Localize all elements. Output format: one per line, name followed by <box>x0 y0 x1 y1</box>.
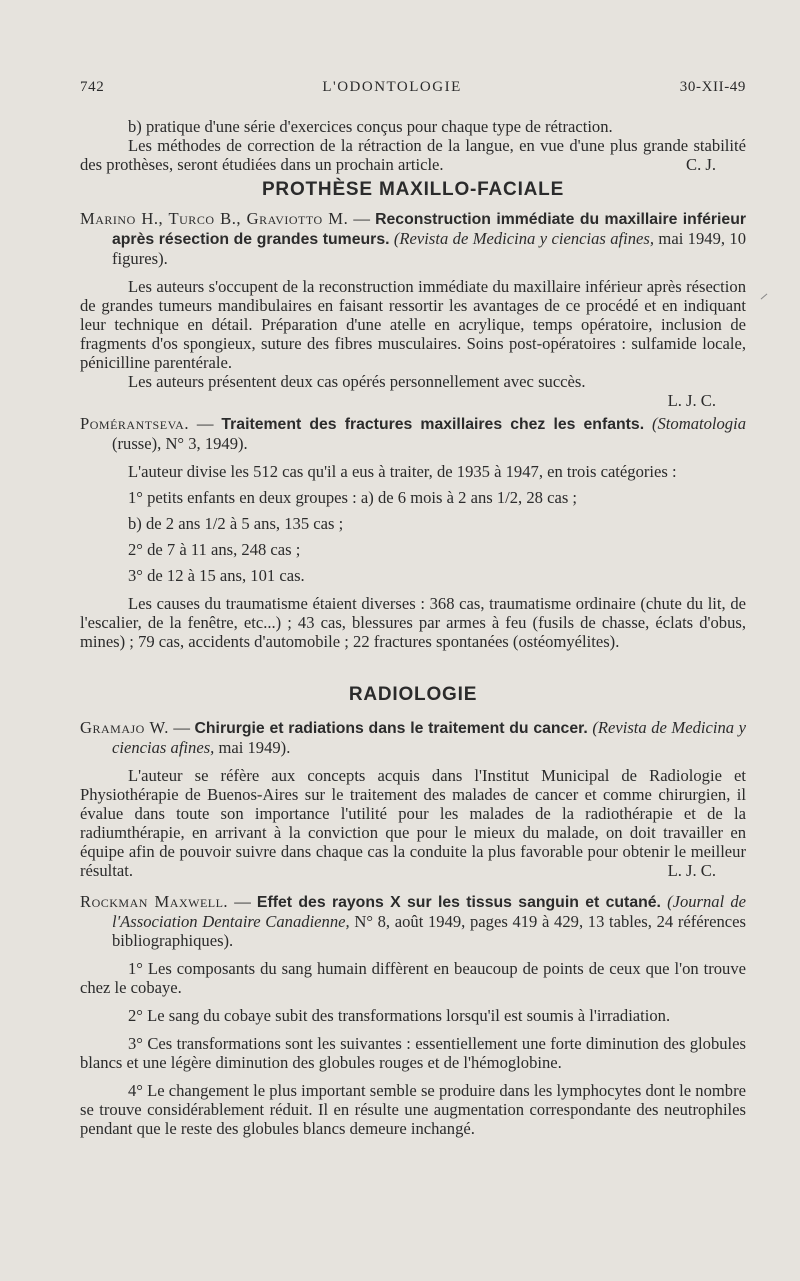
abstract-paragraph: Les causes du traumatisme étaient diverses : 368 cas, traumatisme ordinaire (chute du lit, de l'escalier, de la fenêtre, etc...) ; 43 cas, blessures par armes à feu (fusils de chasse, éclats d'obus, mines) ; 79 cas, accidents d'automobile ; 22 fractures spontanées (ostéomyélites). <box>80 594 746 651</box>
reference-title: Reconstruction immédiate du maxillaire inférieur après résection de grandes tumeurs. <box>112 211 746 248</box>
intro-paragraph <box>80 136 746 174</box>
reference-source: (Revista de Medicina y ciencias afines, <box>393 229 655 248</box>
margin-mark <box>761 294 768 300</box>
reference-details: mai 1949, 10 figures). <box>112 229 746 268</box>
abstract-paragraph: Les auteurs présentent deux cas opérés personnellement avec succès. <box>128 372 586 391</box>
reference-authors: Gramajo W. <box>80 718 169 737</box>
numbered-point: 2° Le sang du cobaye subit des transformations lorsqu'il est soumis à l'irradiation. <box>128 1006 671 1025</box>
list-item: 1° petits enfants en deux groupes : a) de 6 mois à 2 ans 1/2, 28 cas ; <box>128 488 578 507</box>
section-heading-radiologie: RADIOLOGIE <box>348 684 478 705</box>
running-header <box>80 78 746 97</box>
reference-authors: Rockman Maxwell. <box>80 892 229 911</box>
intro-text: Les méthodes de correction de la rétraction de la langue, en vue d'une plus grande stabilité des prothèses, seront étudiées dans un prochain article. <box>80 136 746 174</box>
reference-title: Traitement des fractures maxillaires chez les enfants. <box>221 416 645 433</box>
reference-details: (russe), N° 3, 1949). <box>112 434 248 453</box>
reference-title: Chirurgie et radiations dans le traitement du cancer. <box>194 720 588 737</box>
reference-dash: — <box>228 892 257 911</box>
reference-authors: Marino H., Turco B., Graviotto M. <box>80 209 349 228</box>
reference-entry <box>80 414 746 453</box>
abstract-signature: L. J. C. <box>667 861 716 880</box>
numbered-point: 4° Le changement le plus important semble se produire dans les lymphocytes dont le nombre se trouve considérablement réduit. Il en résulte une augmentation correspondante des neutrophiles pendant que le reste des globules blancs demeure inchangé. <box>80 1081 746 1138</box>
list-item: 3° de 12 à 15 ans, 101 cas. <box>128 566 305 585</box>
intro-item-b: b) pratique d'une série d'exercices conçus pour chaque type de rétraction. <box>128 117 613 136</box>
reference-authors: Pomérantseva. <box>80 414 189 433</box>
numbered-point: 1° Les composants du sang humain diffèrent en beaucoup de points de ceux que l'on trouve chez le cobaye. <box>80 959 746 997</box>
abstract-paragraph <box>80 766 746 880</box>
reference-dash: — <box>168 718 195 737</box>
list-item: b) de 2 ans 1/2 à 5 ans, 135 cas ; <box>128 514 344 533</box>
reference-entry <box>80 718 746 757</box>
numbered-point: 3° Ces transformations sont les suivantes : essentiellement une forte diminution des globules blancs et une légère diminution des globules rouges et de l'hémoglobine. <box>80 1034 746 1072</box>
abstract-signature: L. J. C. <box>667 391 716 410</box>
journal-title: L'ODONTOLOGIE <box>322 79 462 95</box>
reference-entry <box>80 209 746 268</box>
intro-signature: C. J. <box>686 155 716 174</box>
reference-details: mai 1949). <box>214 738 291 757</box>
abstract-text: L'auteur se réfère aux concepts acquis dans l'Institut Municipal de Radiologie et Physiothérapie de Buenos-Aires sur le traitement des malades de cancer et comme chirurgien, il évalue dans toute son importance l'utilité pour les malades de la radiothérapie et de la radiumthérapie, en arrivant à la conviction que pour le mieux du malade, on doit travailler en équipe afin de pouvoir suivre dans chaque cas la conduite la plus favorable pour obtenir le meilleur résultat. <box>80 766 746 880</box>
reference-source: (Stomatologia <box>651 414 747 433</box>
reference-details: N° 8, août 1949, pages 419 à 429, 13 tables, 24 références bibliographiques). <box>112 912 746 950</box>
reference-source: (Journal de l'Association Dentaire Canadienne, <box>112 892 746 931</box>
abstract-paragraph: L'auteur divise les 512 cas qu'il a eus à traiter, de 1935 à 1947, en trois catégories : <box>128 462 677 481</box>
section-heading-prothese: PROTHÈSE MAXILLO-FACIALE <box>261 179 565 200</box>
reference-dash: — <box>189 414 222 433</box>
reference-dash: — <box>348 209 376 228</box>
reference-title: Effet des rayons X sur les tissus sanguin et cutané. <box>256 894 661 911</box>
abstract-paragraph: Les auteurs s'occupent de la reconstruction immédiate du maxillaire inférieur après résection de grandes tumeurs mandibulaires en faisant ressortir les avantages de ce procédé et en indiquant leur technique en détail. Préparation d'une atelle en acrylique, temps opératoire, inclusion de fragments d'os spongieux, suture des fibres musculaires. Soins post-opératoires : sulfamide locale, pénicilline parentérale. <box>80 277 746 372</box>
list-item: 2° de 7 à 11 ans, 248 cas ; <box>128 540 301 559</box>
page-number: 742 <box>80 79 105 95</box>
reference-source: (Revista de Medicina y ciencias afines, <box>112 718 746 757</box>
issue-date: 30-XII-49 <box>679 79 746 95</box>
reference-entry <box>80 892 746 950</box>
